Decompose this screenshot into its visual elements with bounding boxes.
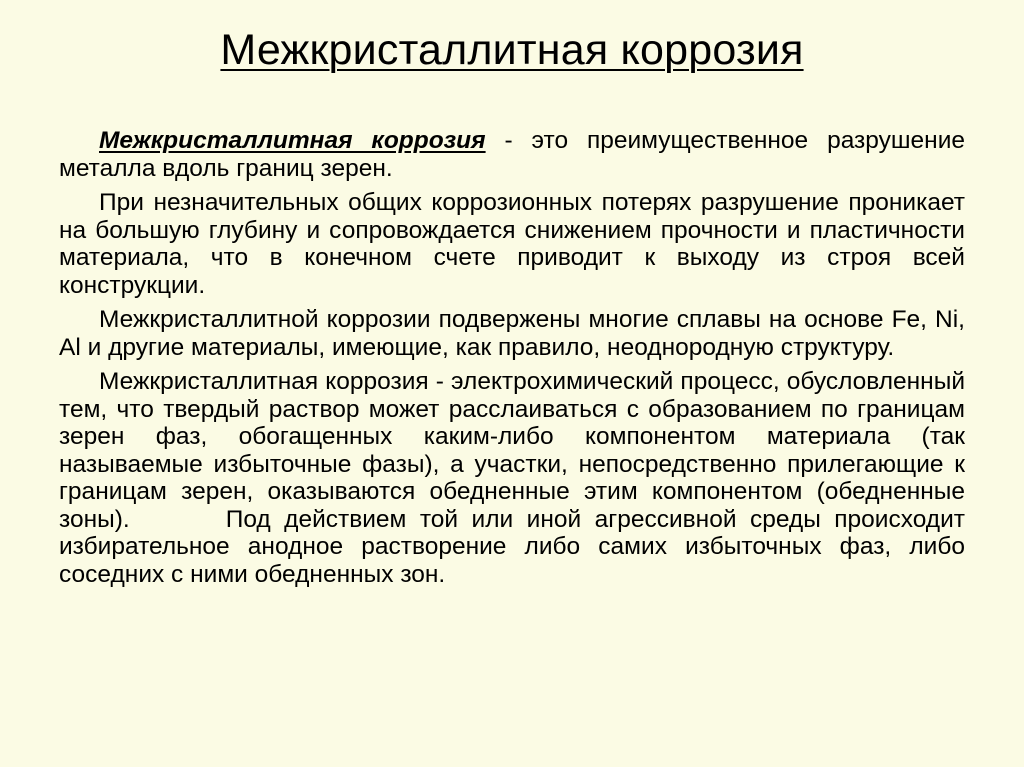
definition-text: - это преимущественное разрушение металла вдоль границ зерен. xyxy=(59,127,966,182)
paragraph-definition xyxy=(59,127,965,182)
mechanism-text-continued: Под действием той или иной агрессивной среды происходит избирательное анодное растворение либо самих избыточных фаз, либо соседних с ними обедненных зон. xyxy=(59,505,965,588)
paragraph-mechanism xyxy=(59,368,965,588)
term-highlight: Межкристаллитная коррозия xyxy=(99,127,486,154)
slide-body xyxy=(59,127,965,588)
paragraph-consequences: При незначительных общих коррозионных потерях разрушение проникает на большую глубину и сопровождается снижением прочности и пластичности материала, что в конечном счете приводит к выходу из строя всей конструкции. xyxy=(59,189,965,299)
paragraph-susceptible-alloys: Межкристаллитной коррозии подвержены многие сплавы на основе Fe, Ni, Al и другие материалы, имеющие, как правило, неоднородную структуру. xyxy=(59,306,965,361)
slide-title: Межкристаллитная коррозия xyxy=(220,26,804,74)
mechanism-text: Межкристаллитная коррозия - электрохимический процесс, обусловленный тем, что твердый раствор может расслаиваться с образованием по границам зерен фаз, обогащенных каким-либо компонентом материала (так называемые избыточные фазы), а участки, непосредственно прилегающие к границам зерен, оказываются обедненные этим компонентом (обедненные зоны). xyxy=(59,368,965,533)
